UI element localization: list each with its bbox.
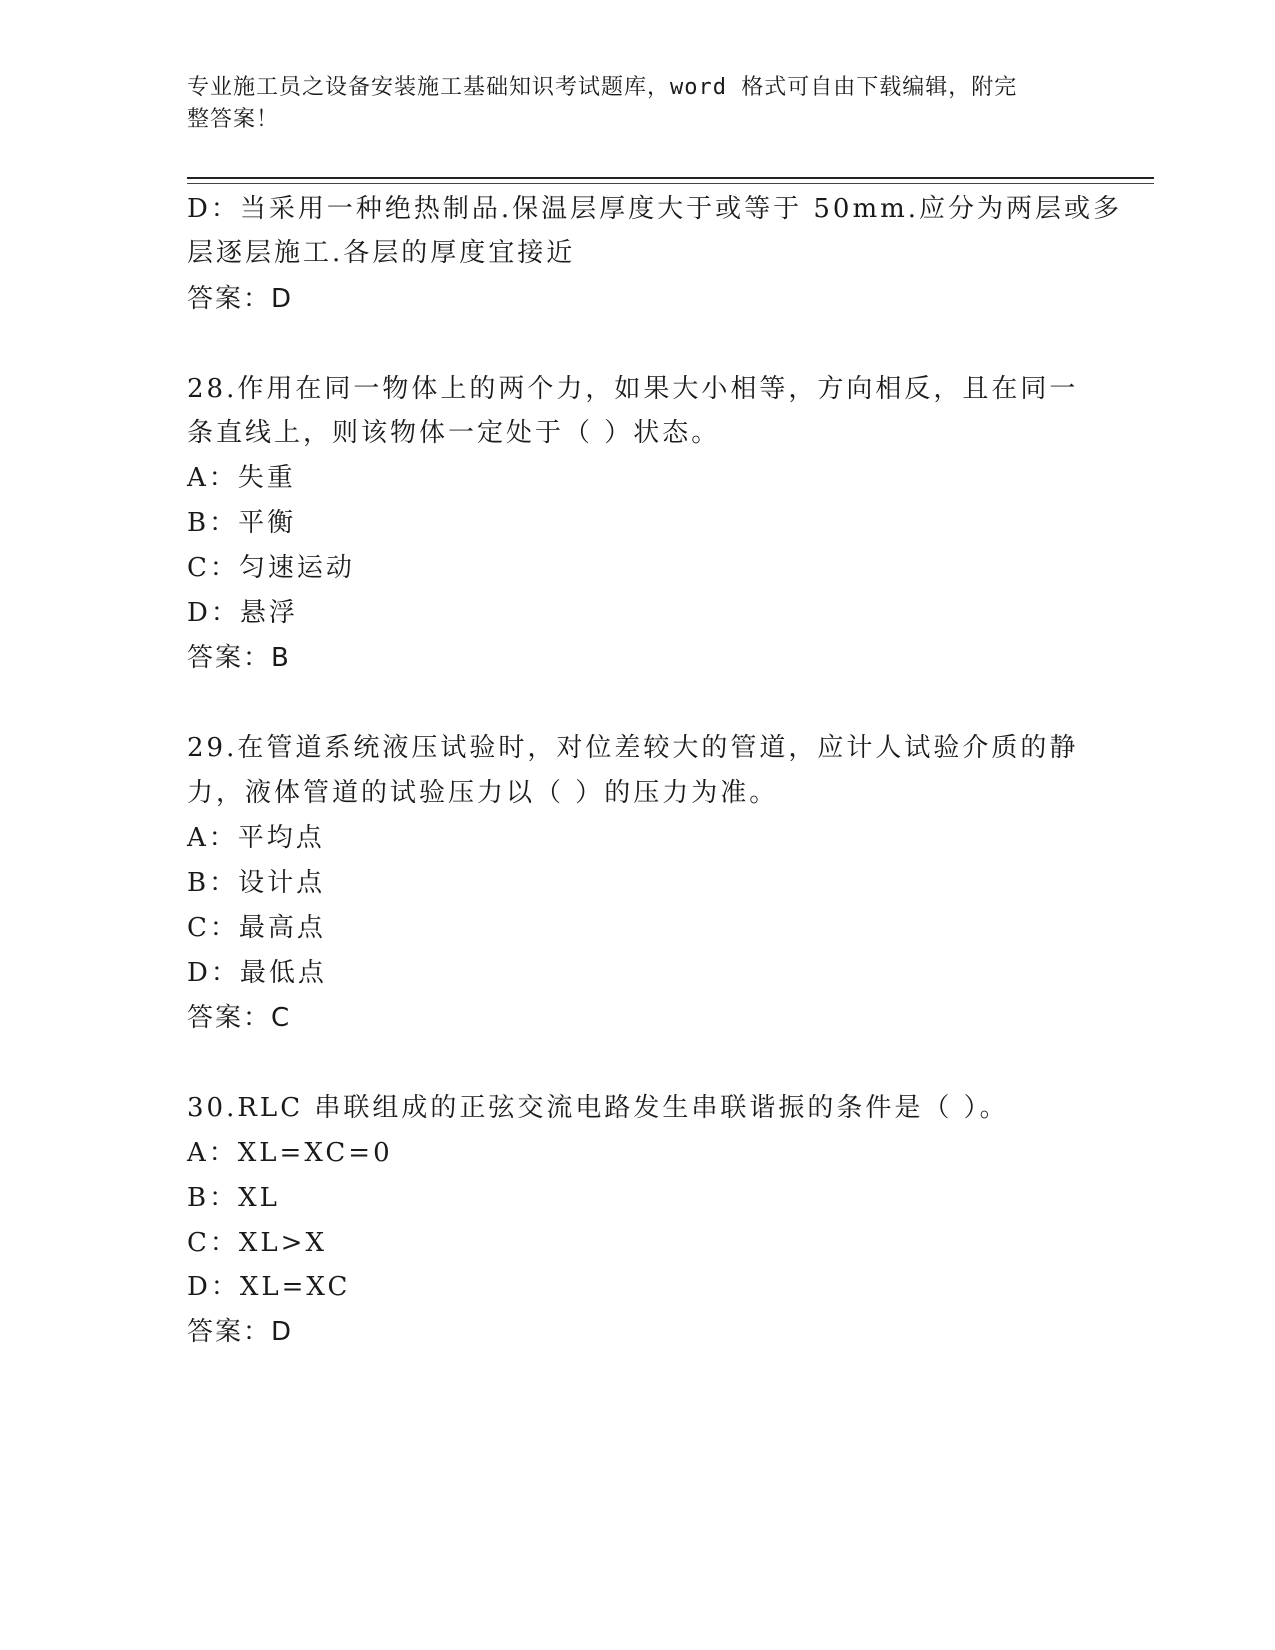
header-divider-thin [187,183,1154,184]
question-29-option-a: A：平均点 [187,823,325,853]
header-line-1: 专业施工员之设备安装施工基础知识考试题库，word 格式可自由下载编辑，附完 [187,75,1018,100]
document-header [187,72,1077,136]
question-30-stem-line-1: 30.RLC 串联组成的正弦交流电路发生串联谐振的条件是（ ）。 [187,1093,1009,1123]
question-28-stem-line-1: 28.作用在同一物体上的两个力，如果大小相等，方向相反，且在同一 [187,374,1079,404]
question-30-option-a: A：XL=XC=0 [187,1138,393,1168]
header-divider-thick [187,177,1154,179]
question-28-option-d: D：悬浮 [187,598,298,628]
question-29-option-d: D：最低点 [187,958,327,988]
question-28-option-a: A：失重 [187,463,296,493]
question-28-answer: 答案：B [187,643,291,673]
prev-option-d-line-1: D：当采用一种绝热制品.保温层厚度大于或等于 50mm.应分为两层或多 [187,194,1123,224]
question-30-answer: 答案：D [187,1317,294,1347]
question-28-option-b: B：平衡 [187,508,297,538]
question-29-stem-line-2: 力，液体管道的试验压力以（ ）的压力为准。 [187,778,779,808]
question-29-option-b: B：设计点 [187,868,326,898]
question-30-option-d: D：XL=XC [187,1272,351,1302]
question-30-option-c: C：XL>X [187,1228,327,1258]
prev-option-d-line-2: 层逐层施工.各层的厚度宜接近 [187,238,576,268]
question-29-option-c: C：最高点 [187,913,326,943]
prev-answer: 答案：D [187,284,294,314]
header-line-2: 整答案！ [187,107,280,132]
question-29-answer: 答案：C [187,1003,292,1033]
question-28-option-c: C：匀速运动 [187,553,355,583]
question-29-stem-line-1: 29.在管道系统液压试验时，对位差较大的管道，应计人试验介质的静 [187,733,1079,763]
question-30-option-b: B：XL [187,1183,280,1213]
question-28-stem-line-2: 条直线上，则该物体一定处于（ ）状态。 [187,418,721,448]
